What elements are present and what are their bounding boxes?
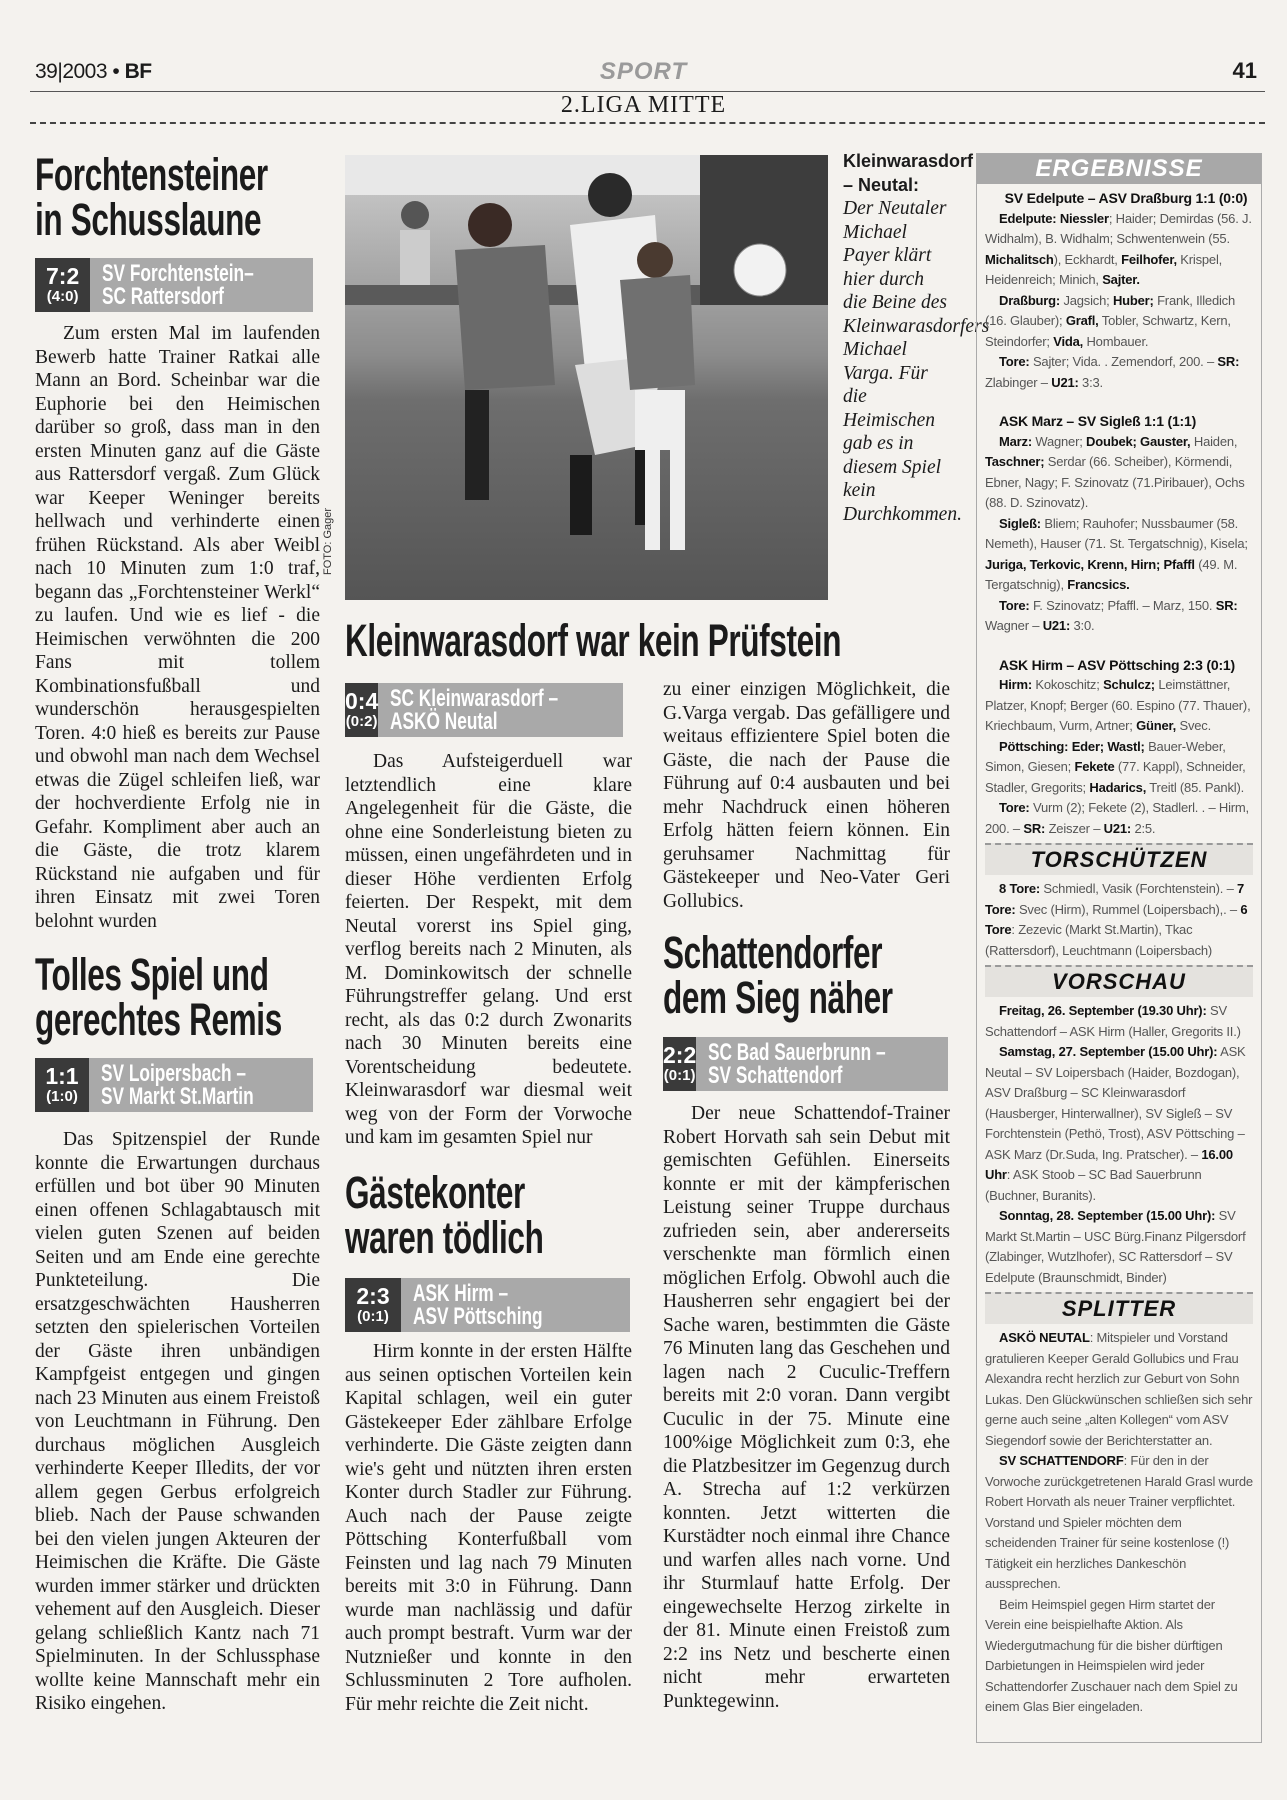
text: (49. M. Tergatschnig), xyxy=(985,556,1238,592)
away-team: ASV Pöttsching xyxy=(413,1303,543,1330)
text: : Zezevic (Markt St.Martin), Tkac (Rattersdorf), Leuchtmann (Loipersbach) xyxy=(985,922,1213,958)
bold-text: Huber; xyxy=(1112,292,1154,308)
sidebar-paragraph xyxy=(985,1595,1253,1718)
vorschau-heading: VORSCHAU xyxy=(985,965,1253,997)
headline-line: dem Sieg näher xyxy=(663,972,893,1023)
text: Schmiedl, Vasik (Forchtenstein). – xyxy=(1039,881,1238,896)
bold-text: SR: xyxy=(1215,597,1238,613)
bold-text: Tore: xyxy=(999,597,1030,613)
home-team: SC Bad Sauerbrunn – xyxy=(708,1039,886,1066)
text: Frank, Illedich (16. Glauber); xyxy=(985,292,1235,328)
final-score: 2:2 xyxy=(663,1042,697,1068)
bold-text: Freitag, 26. September (19.30 Uhr): xyxy=(999,1003,1207,1018)
splitter-heading: SPLITTER xyxy=(985,1292,1253,1324)
results-sidebar xyxy=(976,153,1262,1743)
article-body-continued xyxy=(663,678,950,913)
text: : Mitspieler und Vorstand gratulieren Keeper Gerald Gollubics und Frau Alexandra recht herzlich zur Geburt von Sohn Lukas. Den Glückwünschen schließen sich sehr gerne auch seine „alten Kollegen“ vom ASV Siegendorf sowie der Berichterstatter an. xyxy=(985,1330,1253,1448)
text: Kokoschitz; xyxy=(1031,677,1104,692)
league-title: 2.LIGA MITTE xyxy=(560,92,727,118)
caption-text: Der Neutaler Michael Payer klärt hier durch die Beine des Kleinwarasdorfers Michael Varga. Für die Heimischen gab es in diesem Spiel kein Durchkommen. xyxy=(843,198,990,525)
headline-line: waren tödlich xyxy=(345,1212,544,1263)
text: Svec. xyxy=(1176,718,1212,733)
text: : Für den in der Vorwoche zurückgetretenen Harald Grasl wurde Robert Horvath als neuer Trainer verpflichtet. Vorstand und Spieler möchten dem scheidenden Trainer für seine kostenlose (!) Tätigkeit ein herzliches Dankeschön aussprechen. xyxy=(985,1453,1253,1591)
sidebar-paragraph xyxy=(985,352,1253,393)
text: Bauer-Weber, Simon, Giesen; xyxy=(985,738,1226,774)
text: Beim Heimspiel gegen Hirm startet der Verein eine beispielhafte Aktion. Als Wiedergutmachung für die bisher dürftigen Darbietungen in Heimspielen wird jeder Schattendorfer Zuschauer nach dem Spiel zu einem Glas Bier eingeladen. xyxy=(985,1596,1238,1714)
bold-text: Sonntag, 28. September (15.00 Uhr): xyxy=(999,1208,1216,1223)
text: Tobler, Schwartz, Kern, Steindorfer; xyxy=(985,313,1231,349)
score-box xyxy=(35,258,313,312)
bold-text: U21: xyxy=(1103,820,1132,836)
vorschau-list xyxy=(977,1001,1261,1288)
headline-line: Gästekonter xyxy=(345,1167,525,1218)
halftime-score: (0:2) xyxy=(345,713,378,730)
photo-caption xyxy=(843,150,990,526)
final-score: 0:4 xyxy=(345,688,379,714)
text: F. Szinovatz; Pfaffl. – Marz, 150. xyxy=(1029,597,1216,613)
text: Leimstättner, Platzer, Knopf; Berger (60. Espino (77. Thauer), Kriechbaum, Vurm, Artner; xyxy=(985,677,1251,733)
headline-line: Schattendorfer xyxy=(663,927,883,978)
bold-text: SR: xyxy=(1217,354,1240,369)
article-body xyxy=(35,322,320,933)
photo-image xyxy=(345,155,828,600)
article-schattendorf-headline xyxy=(663,927,950,1023)
text: (77. Kappl), Schneider, Stadler, Gregorits; xyxy=(985,759,1246,795)
article-body xyxy=(345,750,632,1150)
text: Bliem; Rauhofer; Nussbaumer (58. Nemeth), Hauser (71. St. Tergatschnig), Kisela; xyxy=(985,515,1248,551)
bold-text: Grafl, xyxy=(1065,313,1099,328)
text: Wagner – xyxy=(985,618,1043,633)
score-box xyxy=(663,1037,948,1091)
text: Vurm (2); Fekete (2), Stadlerl. . – Hirm, 200. – xyxy=(985,800,1249,836)
score-box xyxy=(345,683,623,737)
section-name: SPORT xyxy=(599,58,688,85)
ergebnisse-list xyxy=(977,188,1261,839)
bold-text: SV SCHATTENDORF xyxy=(999,1453,1124,1468)
headline-line: gerechtes Remis xyxy=(35,994,282,1045)
away-team: SC Rattersdorf xyxy=(102,283,225,310)
text: Svec (Hirm), Rummel (Loipersbach),. – xyxy=(1015,901,1241,917)
bold-text: Sigleß: xyxy=(999,515,1041,531)
sidebar-paragraph xyxy=(985,411,1253,432)
away-team: SV Schattendorf xyxy=(708,1062,843,1089)
final-score: 2:3 xyxy=(356,1283,390,1309)
bold-text: Hirm: xyxy=(999,677,1032,692)
publication-name: BF xyxy=(124,60,152,83)
bold-text: ASK Marz – SV Sigleß 1:1 (1:1) xyxy=(999,413,1197,429)
paragraph: Das Spitzenspiel der Runde konnte die Erwartungen durchaus erfüllen und bot über 90 Minuten einen offenen Schlagabtausch mit vielen guten Szenen auf beiden Seiten und am Ende eine gerechte Punkteteilung. Die ersatzgeschwächten Hausherren setzten den spielerischen Vorteilen der Gäste ihren unbändigen Kampfgeist entgegen und gingen nach 23 Minuten aus einem Freistoß von Leuchtmann in Führung. Den durchaus möglichen Ausgleich verhinderte Keeper Illedits, der vor allem gegen Gerbus erfolgreich blieb. Nach der Pause schwanden bei den vielen jungen Akteuren der Heimischen die Kräfte. Die Gäste wurden immer stärker und drückten vehement auf den Ausgleich. Dieser gelang schließlich Kantz nach 71 Spielminuten. In der Schlussphase wollte keine Mannschaft mehr ein Risiko eingehen. xyxy=(35,1129,320,1714)
bold-text: Tore: xyxy=(999,354,1030,369)
article-hirm-headline xyxy=(345,1167,632,1263)
home-team: SV Forchtenstein– xyxy=(102,260,254,287)
sidebar-paragraph xyxy=(985,1042,1253,1206)
bullet: • xyxy=(112,60,120,83)
text: Hombauer. xyxy=(1083,333,1149,349)
bold-text: Samstag, 27. September (15.00 Uhr): xyxy=(999,1044,1218,1059)
bold-text: Hadarics, xyxy=(1089,779,1147,795)
bold-text: Draßburg: xyxy=(999,292,1061,308)
text: ASK Neutal – SV Loipersbach (Haider, Bozdogan), ASV Draßburg – SC Kleinwarasdorf (Hausberger, Hinterwallner), SV Sigleß – SV Forchtenstein (Pethö, Trost), ASV Pöttsching – ASK Marz (Dr.Suda, Ing. Pratscher). – xyxy=(985,1044,1246,1162)
bold-text: Marz: xyxy=(999,433,1032,449)
text: Krispel, Heidenreich; Minich, xyxy=(985,251,1223,287)
paragraph: Der neue Schattendof-Trainer Robert Horvath sah sein Debut mit gemischten Gefühlen. Einerseits konnte er mit der kämpferischen Leistung seiner Truppe durchaus zufrieden sein, aber andererseits verschenkte man förmlich einen möglichen Erfolg. Obwohl auch die Hausherren sehr engagiert bei der Sache waren, bestimmten die Gäste 76 Minuten lang das Geschehen und lagen nach 2 Cuculic-Treffern bereits mit 2:0 voran. Dann vergibt Cuculic in der 75. Minute eine 100%ige Möglichkeit zum 0:3, ehe die Platzbesitzer im Gegenzug durch A. Strecha auf 1:2 verkürzen konnten. Jetzt witterten die Kurstädter noch einmal ihre Chance und warfen alles nach vorne. Und ihr Sturmlauf hatte Erfolg. Der eingewechselte Herzog zirkelte in der 81. Minute einen Freistoß zum 2:2 ins Netz und bescherte einen nicht mehr erwarteten Punktegewinn. xyxy=(663,1103,950,1712)
headline-line: Forchtensteiner xyxy=(35,149,268,200)
sidebar-paragraph xyxy=(985,655,1253,676)
bold-text: SR: xyxy=(1023,820,1046,836)
home-team: ASK Hirm – xyxy=(413,1280,509,1307)
paragraph: Zum ersten Mal im laufenden Bewerb hatte Trainer Ratkai alle Mann an Bord. Scheinbar war die Euphorie bei den Heimischen darüber so groß, dass man in den ersten Minuten ganz auf die Gäste aus Rattersdorf vergaß. Zum Glück war Keeper Weninger bereits hellwach und verhinderte einen frühen Rückstand. Als aber Weibl nach 10 Minuten zum 1:0 traf, begann das „Forchtensteiner Werkl“ zu laufen. Und wie es lief - die Heimischen verwöhnten die 200 Fans mit tollem Kombinationsfußball und wunderschön herausgespielten Toren. 4:0 hieß es bereits zur Pause und obwohl man nach dem Wechsel etwas die Zügel schleifen ließ, war der hochverdiente Erfolg nie in Gefahr. Kompliment aber auch an die Gäste, die trotz klarem Rückstand nie aufgaben und für ihren Einsatz mit zwei Toren belohnt wurden xyxy=(35,323,320,932)
bold-text: 6 Tore xyxy=(985,901,1248,937)
paragraph: Das Aufsteigerduell war letztendlich eine klare Angelegenheit für die Gäste, die ohne eine Sonderleistung bieten zu müssen, einen ungefährdeten und in dieser Höhe verdienten Erfolg feierten. Der Respekt, mit dem Neutal vorerst ins Spiel ging, verflog bereits nach 2 Minuten, als M. Dominkowitsch der schnelle Führungstreffer gelang. Und erst recht, als das 0:2 durch Zwonarits nach 30 Minuten bereits eine Vorentscheidung bedeutete. Kleinwarasdorf war diesmal weit weg von der Form der Vorwoche und kam im gesamten Spiel nur xyxy=(345,751,632,1148)
sidebar-paragraph xyxy=(985,291,1253,353)
sidebar-paragraph xyxy=(985,1001,1253,1042)
text: Wagner; xyxy=(1031,433,1087,449)
text: Jagsich; xyxy=(1060,292,1113,308)
article-kleinwarasdorf-headline xyxy=(345,615,950,666)
page-number: 41 xyxy=(1232,58,1257,83)
bold-text: U21: xyxy=(1042,618,1071,633)
bold-text: Pöttsching: Eder; Wastl; xyxy=(999,738,1145,754)
bold-text: U21: xyxy=(1051,374,1079,390)
article-body xyxy=(663,1102,950,1713)
text: ), Eckhardt, xyxy=(1053,251,1122,267)
sidebar-paragraph xyxy=(985,798,1253,839)
home-team: SC Kleinwarasdorf – xyxy=(390,685,559,712)
text: ; Haider; Demirdas (56. J. Widhalm), B. Widhalm; Schwentenwein (55. xyxy=(985,210,1252,246)
article-body xyxy=(35,1128,320,1716)
bold-text: Doubek; Gauster, xyxy=(1086,433,1191,449)
bold-text: ASK Hirm – ASV Pöttsching 2:3 (0:1) xyxy=(999,656,1235,673)
sidebar-paragraph xyxy=(985,209,1253,291)
bold-text: Tore: xyxy=(999,800,1030,815)
header-dashed-divider xyxy=(30,122,1265,124)
caption-lead: Kleinwarasdorf – Neutal: xyxy=(843,151,974,195)
sidebar-paragraph xyxy=(985,1451,1253,1595)
final-score: 1:1 xyxy=(45,1063,79,1089)
score-box xyxy=(345,1278,630,1332)
text: 2:5. xyxy=(1131,820,1156,836)
bold-text: Güner, xyxy=(1136,718,1177,733)
paragraph: zu einer einzigen Möglichkeit, die G.Varga vergab. Das gefälligere und weitaus effizientere Spiel boten die Gäste, die nach der Pause die Führung auf 0:4 ausbauten und bei mehr Nachdruck einen höheren Erfolg hätten feiern können. Ein geruhsamer Nachmittag für Gästekeeper und Neo-Vater Geri Gollubics. xyxy=(663,679,950,912)
headline-line: in Schusslaune xyxy=(35,194,262,245)
ergebnisse-heading: ERGEBNISSE xyxy=(977,154,1261,184)
bold-text: Fekete xyxy=(1074,759,1115,774)
bold-text: SV Edelpute – ASV Draßburg 1:1 (0:0) xyxy=(1004,190,1248,206)
sidebar-paragraph xyxy=(985,1206,1253,1288)
article-forchtenstein-headline xyxy=(35,149,320,245)
away-team: SV Markt St.Martin xyxy=(100,1083,254,1110)
bold-text: Juriga, Terkovic, Krenn, Hirn; Pfaffl xyxy=(985,556,1195,572)
bold-text: Taschner; xyxy=(985,454,1045,469)
match-photo xyxy=(345,155,828,600)
bold-text: Feilhofer, xyxy=(1121,251,1177,267)
halftime-score: (1:0) xyxy=(46,1088,78,1105)
sidebar-paragraph xyxy=(985,1328,1253,1451)
bold-text: Edelpute: Niessler xyxy=(999,210,1109,226)
bold-text: Schulcz; xyxy=(1103,677,1155,692)
text: Serdar (66. Scheiber), Körmendi, Ebner, Nagy; F. Szinovatz (71.Piribauer), Ochs (88. D. Szinovatz). xyxy=(985,454,1245,510)
halftime-score: (0:1) xyxy=(663,1067,696,1084)
text: SV Markt St.Martin – USC Bürg.Finanz Pilgersdorf (Zlabinger, Wutzlhofer), SC Rattersdorf – SV Edelpute (Braunschmidt, Binder) xyxy=(985,1208,1246,1285)
text: Zlabinger – xyxy=(985,374,1052,390)
bold-text: Francsics. xyxy=(1067,577,1130,592)
halftime-score: (0:1) xyxy=(357,1308,389,1325)
issue-number: 39|2003 xyxy=(35,60,108,83)
sidebar-paragraph xyxy=(985,675,1253,737)
bold-text: Michalitsch xyxy=(985,251,1054,267)
bold-text: Sajter. xyxy=(1102,272,1140,287)
torschuetzen-list xyxy=(977,879,1261,961)
final-score: 7:2 xyxy=(46,263,80,289)
text: 3:0. xyxy=(1070,618,1095,633)
bold-text: ASKÖ NEUTAL xyxy=(999,1330,1090,1345)
paragraph: Hirm konnte in der ersten Hälfte aus seinen optischen Vorteilen kein Kapital schlagen, weil ein guter Gästekeeper Eder zählbare Erfolge verhinderte. Die Gäste zeigten dann wie's geht und nützten ihren ersten Konter durch Stadler zur Führung. Auch nach der Pause zeigte Pöttsching Konterfußball vom Feinsten und lag nach 79 Minuten bereits mit 3:0 in Führung. Dann wurde man nachlässig und dafür auch prompt bestraft. Vurm war der Nutznießer und konnte in den Schlussminuten 2 Tore aufholen. Für mehr reichte die Zeit nicht. xyxy=(345,1341,632,1715)
sidebar-paragraph xyxy=(985,432,1253,514)
halftime-score: (4:0) xyxy=(46,288,79,305)
bold-text: 16.00 Uhr xyxy=(985,1146,1233,1182)
score-box xyxy=(35,1058,313,1112)
text: Treitl (85. Pankl). xyxy=(1146,779,1244,795)
headline: Kleinwarasdorf war kein Prüfstein xyxy=(345,615,842,666)
photo-credit: FOTO: Gager xyxy=(322,507,334,575)
text: 3:3. xyxy=(1078,374,1103,390)
torschuetzen-heading: TORSCHÜTZEN xyxy=(985,843,1253,875)
sidebar-paragraph xyxy=(985,737,1253,799)
home-team: SV Loipersbach – xyxy=(100,1060,246,1087)
splitter-list xyxy=(977,1328,1261,1718)
article-body xyxy=(345,1340,632,1716)
text: Zeiszer – xyxy=(1045,820,1104,836)
bold-text: Vida, xyxy=(1053,333,1084,349)
sidebar-paragraph xyxy=(985,514,1253,596)
bold-text: 7 Tore: xyxy=(985,881,1245,917)
article-loipersbach-headline xyxy=(35,949,320,1045)
headline-line: Tolles Spiel und xyxy=(35,949,269,1000)
text: Sajter; Vida. . Zemendorf, 200. – xyxy=(1029,354,1218,369)
sidebar-paragraph xyxy=(985,879,1253,961)
text: SV Schattendorf – ASK Hirm (Haller, Gregorits II.) xyxy=(985,1003,1241,1039)
sidebar-paragraph xyxy=(985,188,1253,209)
sidebar-paragraph xyxy=(985,596,1253,637)
bold-text: 8 Tore: xyxy=(999,881,1040,896)
text: Haiden, xyxy=(1190,433,1238,449)
away-team: ASKÖ Neutal xyxy=(390,708,498,735)
text: : ASK Stoob – SC Bad Sauerbrunn (Buchner, Buranits). xyxy=(985,1167,1202,1203)
